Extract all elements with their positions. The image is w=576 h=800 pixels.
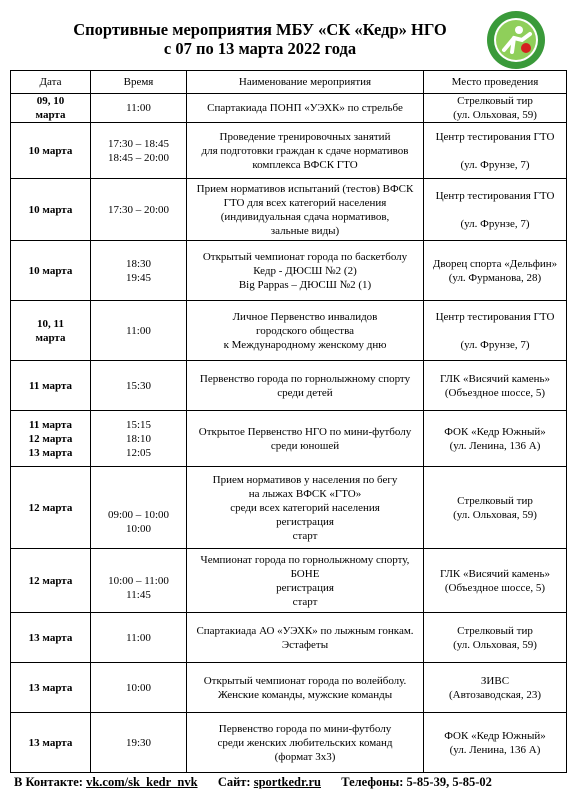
event-line: среди женских любительских команд: [217, 736, 393, 749]
table-row: [11, 123, 567, 179]
time-line: 19:45: [125, 271, 152, 284]
event-line: ГТО для всех категорий населения: [223, 196, 387, 209]
title-line-1: Спортивные мероприятия МБУ «СК «Кедр» НГО: [73, 20, 447, 39]
date-cell: [11, 361, 91, 411]
event-line: среди детей: [277, 386, 333, 399]
sk-kedr-logo: [486, 10, 546, 70]
time-cell: [91, 549, 187, 613]
time-line: 18:30: [125, 257, 152, 270]
table-row: [11, 613, 567, 663]
time-line: 10:00 – 11:00: [108, 574, 169, 587]
table-row: [11, 241, 567, 301]
date-line: 10 марта: [28, 203, 73, 216]
date-cell: [11, 94, 91, 123]
event-line: Открытый чемпионат города по баскетболу: [202, 250, 408, 263]
place-cell: [424, 301, 567, 361]
header-date: Дата: [11, 71, 91, 94]
place-cell: [424, 241, 567, 301]
event-line: Прием нормативов у населения по бегу: [212, 473, 398, 486]
date-cell: [11, 713, 91, 773]
date-line: 11 марта: [28, 418, 73, 431]
place-line: ГЛК «Висячий камень»: [439, 372, 551, 385]
event-line: Открытый чемпионат города по волейболу.: [203, 674, 407, 687]
event-cell: [187, 713, 424, 773]
event-line: городского общества: [255, 324, 355, 337]
date-line: 12 марта: [28, 432, 73, 445]
event-cell: [187, 301, 424, 361]
time-cell: [91, 713, 187, 773]
event-line: для подготовки граждан к сдаче нормативов: [201, 144, 409, 157]
event-line: среди юношей: [270, 439, 340, 452]
table-row: [11, 663, 567, 713]
events-table: [10, 70, 567, 773]
event-line: Big Pappas – ДЮСШ №2 (1): [238, 278, 372, 291]
place-line: Центр тестирования ГТО: [435, 189, 555, 202]
place-line: [427, 324, 563, 338]
time-line: 15:15: [125, 418, 152, 431]
date-cell: [11, 411, 91, 467]
time-line: 11:00: [126, 631, 151, 644]
event-line: Прием нормативов испытаний (тестов) ВФСК: [196, 182, 414, 195]
date-line: 09, 10: [36, 95, 65, 107]
time-cell: [91, 411, 187, 467]
event-line: Спартакиада АО «УЭХК» по лыжным гонкам.: [196, 624, 414, 637]
event-line: на лыжах ВФСК «ГТО»: [248, 487, 362, 500]
place-cell: [424, 613, 567, 663]
event-line: Личное Первенство инвалидов: [232, 310, 378, 323]
place-line: Центр тестирования ГТО: [435, 310, 555, 323]
date-cell: [11, 613, 91, 663]
time-line: [94, 480, 183, 494]
event-line: Чемпионат города по горнолыжному спорту,: [200, 553, 410, 566]
place-cell: [424, 94, 567, 123]
event-line: (формат 3х3): [274, 750, 336, 763]
time-line: 17:30 – 18:45: [107, 137, 170, 150]
event-line: к Международному женскому дню: [223, 338, 387, 351]
event-line: Кедр - ДЮСШ №2 (2): [253, 264, 357, 277]
time-line: 09:00 – 10:00: [107, 508, 170, 521]
time-line: [94, 494, 183, 508]
time-line: 18:10: [125, 432, 152, 445]
date-line: 13 марта: [28, 446, 73, 459]
place-line: (ул. Фрунзе, 7): [460, 217, 530, 230]
table-header-row: [11, 71, 567, 94]
place-line: (ул. Ленина, 136 А): [449, 743, 541, 756]
place-line: Стрелковый тир: [457, 624, 533, 637]
time-cell: [91, 663, 187, 713]
site-link[interactable]: sportkedr.ru: [253, 775, 321, 789]
event-line: среди всех категорий населения: [230, 501, 380, 514]
place-line: [427, 144, 563, 158]
event-line: Проведение тренировочных занятий: [219, 130, 391, 143]
event-line: БОНЕ: [290, 567, 320, 580]
place-line: Дворец спорта «Дельфин»: [432, 257, 558, 270]
event-line: Первенство города по мини-футболу: [218, 722, 392, 735]
time-line: 19:30: [125, 736, 152, 749]
place-cell: [424, 467, 567, 549]
event-line: Эстафеты: [281, 638, 329, 651]
event-cell: [187, 241, 424, 301]
place-cell: [424, 123, 567, 179]
phones: Телефоны: 5-85-39, 5-85-02: [341, 775, 492, 789]
date-line: 13 марта: [28, 736, 73, 749]
time-line: 11:00: [126, 324, 151, 337]
time-cell: [91, 179, 187, 241]
place-cell: [424, 663, 567, 713]
title-line-2: с 07 по 13 марта 2022 года: [163, 39, 357, 58]
date-cell: [11, 123, 91, 179]
event-cell: [187, 467, 424, 549]
place-line: (Объездное шоссе, 5): [444, 581, 546, 594]
time-line: 12:05: [125, 446, 152, 459]
time-cell: [91, 301, 187, 361]
place-line: (ул. Ленина, 136 А): [449, 439, 541, 452]
date-line: марта: [35, 331, 66, 344]
time-line: 10:00: [125, 681, 152, 694]
place-line: (ул. Ольховая, 59): [453, 508, 537, 521]
place-line: ГЛК «Висячий камень»: [439, 567, 551, 580]
place-line: (Автозаводская, 23): [449, 688, 541, 701]
time-cell: [91, 123, 187, 179]
place-line: [427, 203, 563, 217]
event-cell: [187, 361, 424, 411]
vk-label: В Контакте:: [14, 775, 83, 789]
date-line: 10 марта: [28, 264, 73, 277]
time-cell: [91, 613, 187, 663]
event-line: Открытое Первенство НГО по мини-футболу: [198, 425, 412, 438]
header-event: Наименование мероприятия: [187, 71, 424, 94]
time-line: 17:30 – 20:00: [107, 203, 170, 216]
document-title: [0, 20, 520, 58]
table-row: [11, 713, 567, 773]
event-line: (индивидуальная сдача нормативов,: [220, 210, 390, 223]
vk-link[interactable]: vk.com/sk_kedr_nvk: [86, 775, 198, 789]
place-cell: [424, 549, 567, 613]
event-line: регистрация: [276, 581, 334, 594]
time-line: 15:30: [125, 379, 152, 392]
event-line: зальные виды): [270, 224, 340, 237]
date-cell: [11, 549, 91, 613]
place-cell: [424, 179, 567, 241]
event-cell: [187, 663, 424, 713]
footer: [14, 775, 492, 790]
header-place: Место проведения: [424, 71, 567, 94]
event-line: комплекса ВФСК ГТО: [252, 158, 358, 171]
time-line: 11:45: [126, 588, 151, 601]
time-line: [94, 560, 183, 574]
time-cell: [91, 467, 187, 549]
table-row: [11, 467, 567, 549]
time-cell: [91, 361, 187, 411]
event-cell: [187, 179, 424, 241]
time-line: 10:00: [125, 522, 152, 535]
place-line: (Объездное шоссе, 5): [444, 386, 546, 399]
table-row: [11, 301, 567, 361]
event-cell: [187, 613, 424, 663]
table-row: [11, 179, 567, 241]
date-line: 11 марта: [28, 379, 73, 392]
place-line: (ул. Фрунзе, 7): [460, 338, 530, 351]
date-cell: [11, 467, 91, 549]
date-line: 13 марта: [28, 681, 73, 694]
event-cell: [187, 411, 424, 467]
place-line: (ул. Ольховая, 59): [453, 109, 537, 121]
date-cell: [11, 301, 91, 361]
header-time: Время: [91, 71, 187, 94]
event-line: Спартакиада ПОНП «УЭХК» по стрельбе: [207, 102, 403, 114]
date-line: 13 марта: [28, 631, 73, 644]
table-row: [11, 94, 567, 123]
event-cell: [187, 549, 424, 613]
site-label: Сайт:: [217, 775, 251, 789]
date-cell: [11, 179, 91, 241]
date-line: 12 марта: [28, 574, 73, 587]
time-line: 18:45 – 20:00: [107, 151, 170, 164]
date-line: 10 марта: [28, 144, 73, 157]
event-line: старт: [292, 529, 318, 542]
place-line: Стрелковый тир: [457, 95, 533, 107]
table-row: [11, 411, 567, 467]
place-line: Стрелковый тир: [457, 494, 533, 507]
place-line: (ул. Фурманова, 28): [448, 271, 542, 284]
date-line: 12 марта: [28, 501, 73, 514]
time-line: 11:00: [126, 102, 151, 114]
date-cell: [11, 663, 91, 713]
place-cell: [424, 411, 567, 467]
table-row: [11, 361, 567, 411]
time-cell: [91, 241, 187, 301]
place-line: Центр тестирования ГТО: [435, 130, 555, 143]
event-line: Первенство города по горнолыжному спорту: [199, 372, 411, 385]
time-cell: [91, 94, 187, 123]
place-cell: [424, 713, 567, 773]
place-cell: [424, 361, 567, 411]
event-cell: [187, 94, 424, 123]
table-row: [11, 549, 567, 613]
event-line: Женские команды, мужские команды: [217, 688, 393, 701]
date-cell: [11, 241, 91, 301]
date-line: марта: [35, 109, 66, 121]
event-cell: [187, 123, 424, 179]
place-line: ФОК «Кедр Южный»: [444, 425, 546, 438]
place-line: (ул. Фрунзе, 7): [460, 158, 530, 171]
event-line: регистрация: [276, 515, 334, 528]
date-line: 10, 11: [37, 317, 64, 330]
place-line: ФОК «Кедр Южный»: [444, 729, 546, 742]
place-line: ЗИВС: [480, 674, 510, 687]
place-line: (ул. Ольховая, 59): [453, 638, 537, 651]
event-line: старт: [292, 595, 318, 608]
